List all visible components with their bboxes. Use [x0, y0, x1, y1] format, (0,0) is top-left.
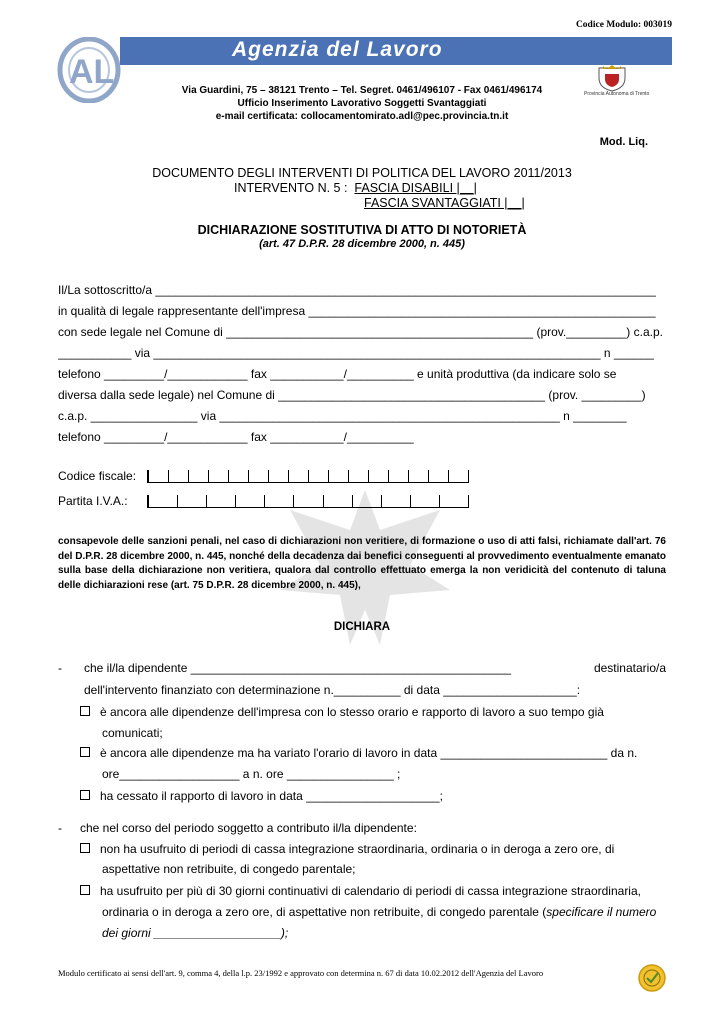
section1-dipendente-line[interactable]: che il/la dipendente ________________________________________________ — [84, 661, 512, 675]
section1-destinatario: destinatario/a — [593, 661, 666, 675]
dichiara-heading: DICHIARA — [333, 621, 391, 633]
form-line-unita-produttiva[interactable]: diversa dalla sede legale) nel Comune di ________________________________________ (prov. _________) — [58, 388, 646, 402]
declaration-title: DICHIARAZIONE SOSTITUTIVA DI ATTO DI NOTORIETÀ — [197, 223, 527, 237]
s2-option2-text: ha usufruito per più di 30 giorni continuativi di calendario di periodi di cassa integrazione straordinaria, — [100, 884, 641, 898]
section1-determinazione-line[interactable]: dell'intervento finanziato con determinazione n.__________ di data ____________________: — [84, 683, 581, 697]
mod-liq-label: Mod. Liq. — [599, 136, 648, 148]
s2-option2-line2: ordinaria o in deroga a zero ore, di aspettative non retribuite, di congedo parentale ( — [102, 905, 547, 919]
form-line-sede-legale[interactable]: con sede legale nel Comune di ______________________________________________ (prov._________) c.a.p. — [58, 325, 663, 339]
partita-iva-label: Partita I.V.A.: — [58, 494, 128, 508]
option2-text[interactable]: è ancora alle dipendenze ma ha variato l'orario di lavoro in data _________________________ da n. — [100, 746, 638, 760]
section2-intro: che nel corso del periodo soggetto a contributo il/la dipendente: — [80, 821, 417, 835]
agenzia-logo — [57, 37, 121, 103]
document-title: DOCUMENTO DEGLI INTERVENTI DI POLITICA DEL LAVORO 2011/2013 — [152, 166, 572, 180]
s2-option1-text: non ha usufruito di periodi di cassa integrazione straordinaria, ordinaria o in deroga a zero ore, di — [100, 842, 615, 856]
section2-option2 — [80, 884, 641, 898]
s2-option2-italic: specificare il numero — [546, 905, 657, 919]
s2-option2-text-cont — [102, 905, 656, 919]
crest-caption: Provincia Autonoma di Trento — [584, 91, 650, 97]
form-line-telefono-2[interactable]: telefono _________/____________ fax ___________/__________ — [58, 430, 414, 444]
checkbox-non-usufruito[interactable] — [80, 843, 90, 853]
checkbox-stesso-orario[interactable] — [80, 706, 90, 716]
option3-text[interactable]: ha cessato il rapporto di lavoro in data ____________________; — [100, 789, 443, 803]
s2-option1-text-cont: aspettative non retribuite, di congedo parentale; — [102, 862, 356, 876]
form-line-legale-rappresentante[interactable]: in qualità di legale rappresentante dell'impresa ____________________________________________________ — [58, 304, 656, 318]
option2-ore-line[interactable]: ore__________________ a n. ore ________________ ; — [102, 767, 401, 781]
section2-dash: - — [58, 821, 62, 835]
option1-text: è ancora alle dipendenze dell'impresa con lo stesso orario e rapporto di lavoro a suo tempo già — [100, 705, 604, 719]
section1-option2 — [80, 746, 637, 760]
intervento-prefix: INTERVENTO N. 5 : — [234, 181, 355, 195]
checkbox-usufruito[interactable] — [80, 885, 90, 895]
fascia-disabili-option[interactable]: FASCIA DISABILI |__| — [354, 181, 477, 195]
fascia-svantaggiati-option[interactable]: FASCIA SVANTAGGIATI |__| — [364, 196, 525, 210]
option1-text-cont: comunicati; — [102, 726, 163, 740]
province-crest-icon — [595, 64, 629, 92]
agency-name: Agenzia del Lavoro — [232, 38, 443, 61]
declaration-subtitle: (art. 47 D.P.R. 28 dicembre 2000, n. 445) — [259, 238, 465, 250]
intervento-line — [234, 181, 477, 195]
checkbox-cessato[interactable] — [80, 790, 90, 800]
header-office: Ufficio Inserimento Lavorativo Soggetti Svantaggiati — [237, 98, 487, 109]
svg-text:AL: AL — [69, 53, 115, 91]
header-email[interactable]: e-mail certificata: collocamentomirato.adl@pec.provincia.tn.it — [215, 111, 509, 122]
s2-giorni-line[interactable]: dei giorni ___________________); — [102, 926, 289, 940]
certification-seal-icon — [637, 963, 667, 993]
section1-dash: - — [58, 661, 62, 675]
codice-fiscale-label: Codice fiscale: — [58, 469, 137, 483]
consapevole-paragraph: consapevole delle sanzioni penali, nel caso di dichiarazioni non veritiere, di formazione o uso di atti falsi, richiamate dall'art. 76 del D.P.R. 28 dicembre 2000, n. 445, nonché della decadenza dai benefici conseguenti al provvedimento eventualmente emanato sulla base della dichiarazione non veritiera, qualora dal controllo effettuato emerga la non veridicità del contenuto di taluna delle dichiarazioni rese (art. 75 D.P.R. 28 dicembre 2000, n. 445), — [58, 536, 666, 591]
header-address: Via Guardini, 75 – 38121 Trento – Tel. Segret. 0461/496107 - Fax 0461/496174 — [181, 85, 543, 96]
section2-option1 — [80, 842, 614, 856]
section1-option1 — [80, 705, 604, 719]
footer-note: Modulo certificato ai sensi dell'art. 9, comma 4, della l.p. 23/1992 e approvato con determina n. 67 di data 10.02.2012 dell'Agenzia del Lavoro — [58, 968, 544, 978]
section1-option3 — [80, 789, 443, 803]
checkbox-variato-orario[interactable] — [80, 747, 90, 757]
codice-modulo: Codice Modulo: 003019 — [575, 20, 672, 30]
form-line-cap-via[interactable]: c.a.p. ________________ via ___________________________________________________ n ________ — [58, 409, 627, 423]
form-line-via[interactable]: ___________ via ___________________________________________________________________ n ______ — [58, 346, 654, 360]
form-line-telefono[interactable]: telefono _________/____________ fax ___________/__________ e unità produttiva (da indicare solo se — [58, 367, 617, 381]
form-line-sottoscritto[interactable]: Il/La sottoscritto/a ___________________________________________________________________________ — [58, 283, 656, 297]
